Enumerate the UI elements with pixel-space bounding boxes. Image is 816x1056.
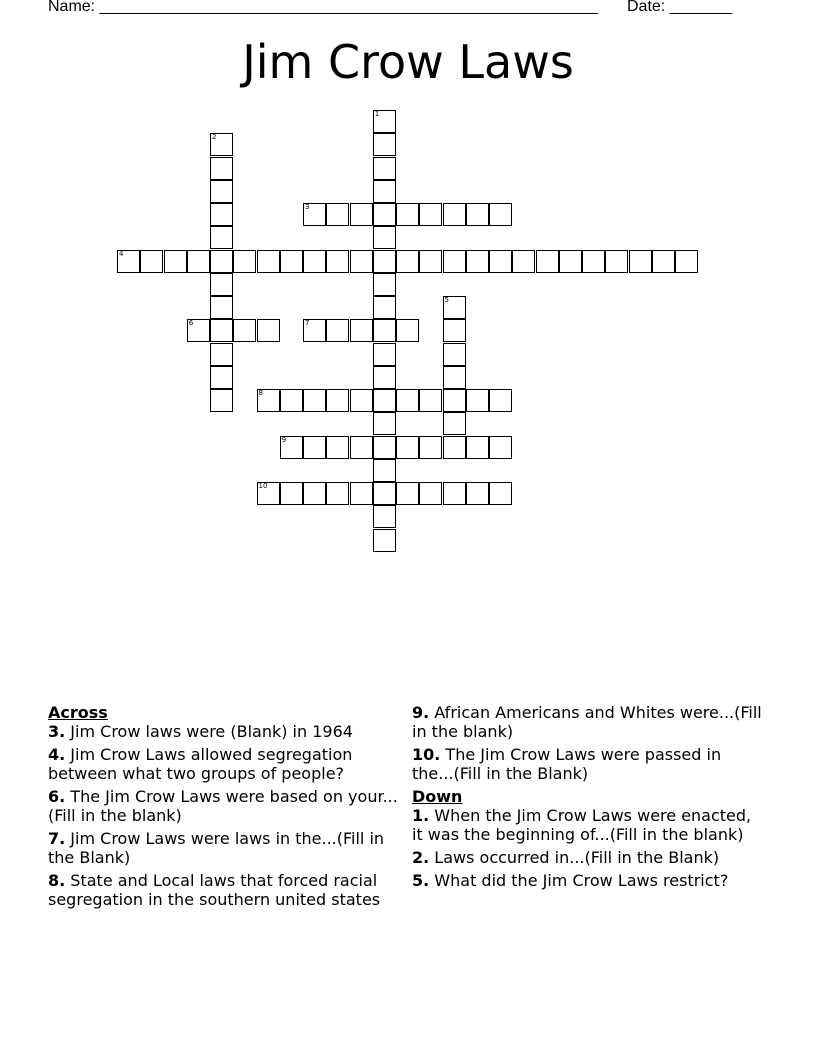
crossword-cell[interactable]: [350, 389, 373, 412]
crossword-cell[interactable]: [396, 203, 419, 226]
crossword-cell[interactable]: [419, 250, 442, 273]
crossword-cell[interactable]: [373, 226, 396, 249]
crossword-cell[interactable]: [187, 250, 210, 273]
crossword-cell[interactable]: [210, 389, 233, 412]
crossword-cell[interactable]: [303, 482, 326, 505]
crossword-cell[interactable]: [257, 250, 280, 273]
crossword-cell[interactable]: [326, 389, 349, 412]
crossword-cell[interactable]: [210, 180, 233, 203]
crossword-cell[interactable]: [326, 436, 349, 459]
crossword-cell[interactable]: [443, 412, 466, 435]
crossword-cell[interactable]: [280, 482, 303, 505]
crossword-cell[interactable]: [629, 250, 652, 273]
crossword-cell[interactable]: [280, 436, 303, 459]
crossword-cell[interactable]: [303, 319, 326, 342]
crossword-cell[interactable]: [419, 389, 442, 412]
crossword-cell[interactable]: [559, 250, 582, 273]
crossword-cell[interactable]: [280, 389, 303, 412]
crossword-cell[interactable]: [443, 203, 466, 226]
crossword-cell[interactable]: [373, 203, 396, 226]
clues-column-left: [48, 703, 408, 913]
crossword-cell[interactable]: [373, 436, 396, 459]
clue-down-2: 2. Laws occurred in...(Fill in the Blank): [412, 848, 720, 867]
clue-number: 9: [281, 435, 287, 444]
crossword-cell[interactable]: [605, 250, 628, 273]
crossword-cell[interactable]: [652, 250, 675, 273]
clue-across-9: 9. African Americans and Whites were...(Fill in the blank): [412, 703, 762, 741]
crossword-cell[interactable]: [373, 296, 396, 319]
crossword-cell[interactable]: [326, 203, 349, 226]
crossword-cell[interactable]: [350, 250, 373, 273]
crossword-cell[interactable]: [466, 436, 489, 459]
date-field-label: Date: _______: [627, 0, 732, 15]
crossword-cell[interactable]: [303, 250, 326, 273]
crossword-cell[interactable]: [443, 436, 466, 459]
clue-number: 8: [258, 389, 263, 397]
crossword-cell[interactable]: [373, 250, 396, 273]
crossword-cell[interactable]: [303, 203, 326, 226]
crossword-cell[interactable]: [373, 133, 396, 156]
clue-number: 7: [305, 319, 310, 328]
crossword-cell[interactable]: [536, 250, 559, 273]
crossword-cell[interactable]: [210, 133, 233, 156]
crossword-cell[interactable]: [466, 389, 489, 412]
crossword-cell[interactable]: [396, 319, 419, 342]
crossword-cell[interactable]: [443, 343, 466, 366]
crossword-cell[interactable]: [210, 203, 233, 226]
crossword-cell[interactable]: [466, 250, 489, 273]
crossword-cell[interactable]: [210, 343, 233, 366]
crossword-cell[interactable]: [373, 505, 396, 528]
crossword-cell[interactable]: [582, 250, 605, 273]
crossword-cell[interactable]: [396, 389, 419, 412]
crossword-cell[interactable]: [373, 529, 396, 552]
crossword-cell[interactable]: [350, 319, 373, 342]
clue-number: 1: [374, 110, 380, 118]
crossword-cell[interactable]: [210, 157, 233, 180]
crossword-cell[interactable]: [373, 110, 396, 133]
crossword-cell[interactable]: [443, 319, 466, 342]
crossword-cell[interactable]: [373, 273, 396, 296]
crossword-cell[interactable]: [350, 482, 373, 505]
crossword-cell[interactable]: [675, 250, 698, 273]
clue-number: 3: [305, 203, 310, 211]
down-heading: Down: [412, 787, 463, 806]
crossword-cell[interactable]: [419, 203, 442, 226]
clue-across-6: 6. The Jim Crow Laws were based on your...(Fill in the blank): [48, 787, 398, 825]
crossword-cell[interactable]: [373, 319, 396, 342]
crossword-cell[interactable]: [257, 319, 280, 342]
clue-across-4: 4. Jim Crow Laws allowed segregation between what two groups of people?: [48, 745, 353, 783]
crossword-cell[interactable]: [489, 389, 512, 412]
crossword-cell[interactable]: [443, 296, 466, 319]
crossword-cell[interactable]: [373, 180, 396, 203]
crossword-cell[interactable]: [373, 389, 396, 412]
puzzle-title: Jim Crow Laws: [242, 35, 574, 89]
crossword-cell[interactable]: [210, 366, 233, 389]
crossword-cell[interactable]: [187, 319, 210, 342]
crossword-cell[interactable]: [164, 250, 187, 273]
crossword-cell[interactable]: [396, 436, 419, 459]
crossword-cell[interactable]: [210, 273, 233, 296]
crossword-cell[interactable]: [326, 250, 349, 273]
crossword-cell[interactable]: [303, 436, 326, 459]
crossword-cell[interactable]: [396, 250, 419, 273]
crossword-cell[interactable]: [373, 412, 396, 435]
crossword-cell[interactable]: [396, 482, 419, 505]
crossword-cell[interactable]: [443, 250, 466, 273]
crossword-cell[interactable]: [210, 319, 233, 342]
crossword-cell[interactable]: [326, 319, 349, 342]
name-field-label: Name: ________________________________________________________: [48, 0, 598, 15]
clue-number: 5: [444, 296, 449, 304]
crossword-cell[interactable]: [350, 203, 373, 226]
crossword-cell[interactable]: [466, 482, 489, 505]
crossword-cell[interactable]: [210, 250, 233, 273]
crossword-cell[interactable]: [373, 482, 396, 505]
crossword-cell[interactable]: [419, 436, 442, 459]
crossword-cell[interactable]: [489, 482, 512, 505]
clue-across-10: 10. The Jim Crow Laws were passed in the...(Fill in the Blank): [412, 745, 722, 783]
crossword-cell[interactable]: [210, 226, 233, 249]
crossword-cell[interactable]: [140, 250, 163, 273]
crossword-cell[interactable]: [489, 436, 512, 459]
crossword-cell[interactable]: [257, 389, 280, 412]
crossword-cell[interactable]: [373, 157, 396, 180]
clue-number: 4: [119, 249, 124, 258]
clues-column-right: [412, 703, 762, 894]
clue-across-3: 3. Jim Crow laws were (Blank) in 1964: [48, 722, 353, 741]
crossword-cell[interactable]: [210, 296, 233, 319]
crossword-cell[interactable]: [326, 482, 349, 505]
crossword-cell[interactable]: [373, 343, 396, 366]
crossword-cell[interactable]: [117, 250, 140, 273]
clue-number: 10: [258, 482, 268, 490]
crossword-cell[interactable]: [512, 250, 535, 273]
clue-across-7: 7. Jim Crow Laws were laws in the...(Fill in the Blank): [48, 829, 385, 867]
crossword-cell[interactable]: [419, 482, 442, 505]
clue-across-8: 8. State and Local laws that forced racial segregation in the southern united states: [48, 871, 381, 909]
clue-number: 2: [212, 133, 217, 142]
clue-down-5: 5. What did the Jim Crow Laws restrict?: [412, 871, 729, 890]
crossword-cell[interactable]: [303, 389, 326, 412]
crossword-cell[interactable]: [233, 319, 256, 342]
crossword-cell[interactable]: [489, 203, 512, 226]
crossword-cell[interactable]: [443, 482, 466, 505]
crossword-cell[interactable]: [373, 366, 396, 389]
crossword-cell[interactable]: [466, 203, 489, 226]
crossword-cell[interactable]: [233, 250, 256, 273]
crossword-cell[interactable]: [373, 459, 396, 482]
crossword-cell[interactable]: [280, 250, 303, 273]
crossword-cell[interactable]: [350, 436, 373, 459]
clue-number: 6: [188, 319, 194, 328]
clue-down-1: 1. When the Jim Crow Laws were enacted, it was the beginning of...(Fill in the blank): [412, 806, 752, 844]
crossword-cell[interactable]: [443, 366, 466, 389]
crossword-cell[interactable]: [443, 389, 466, 412]
crossword-cell[interactable]: [257, 482, 280, 505]
crossword-cell[interactable]: [489, 250, 512, 273]
across-heading: Across: [48, 703, 108, 722]
